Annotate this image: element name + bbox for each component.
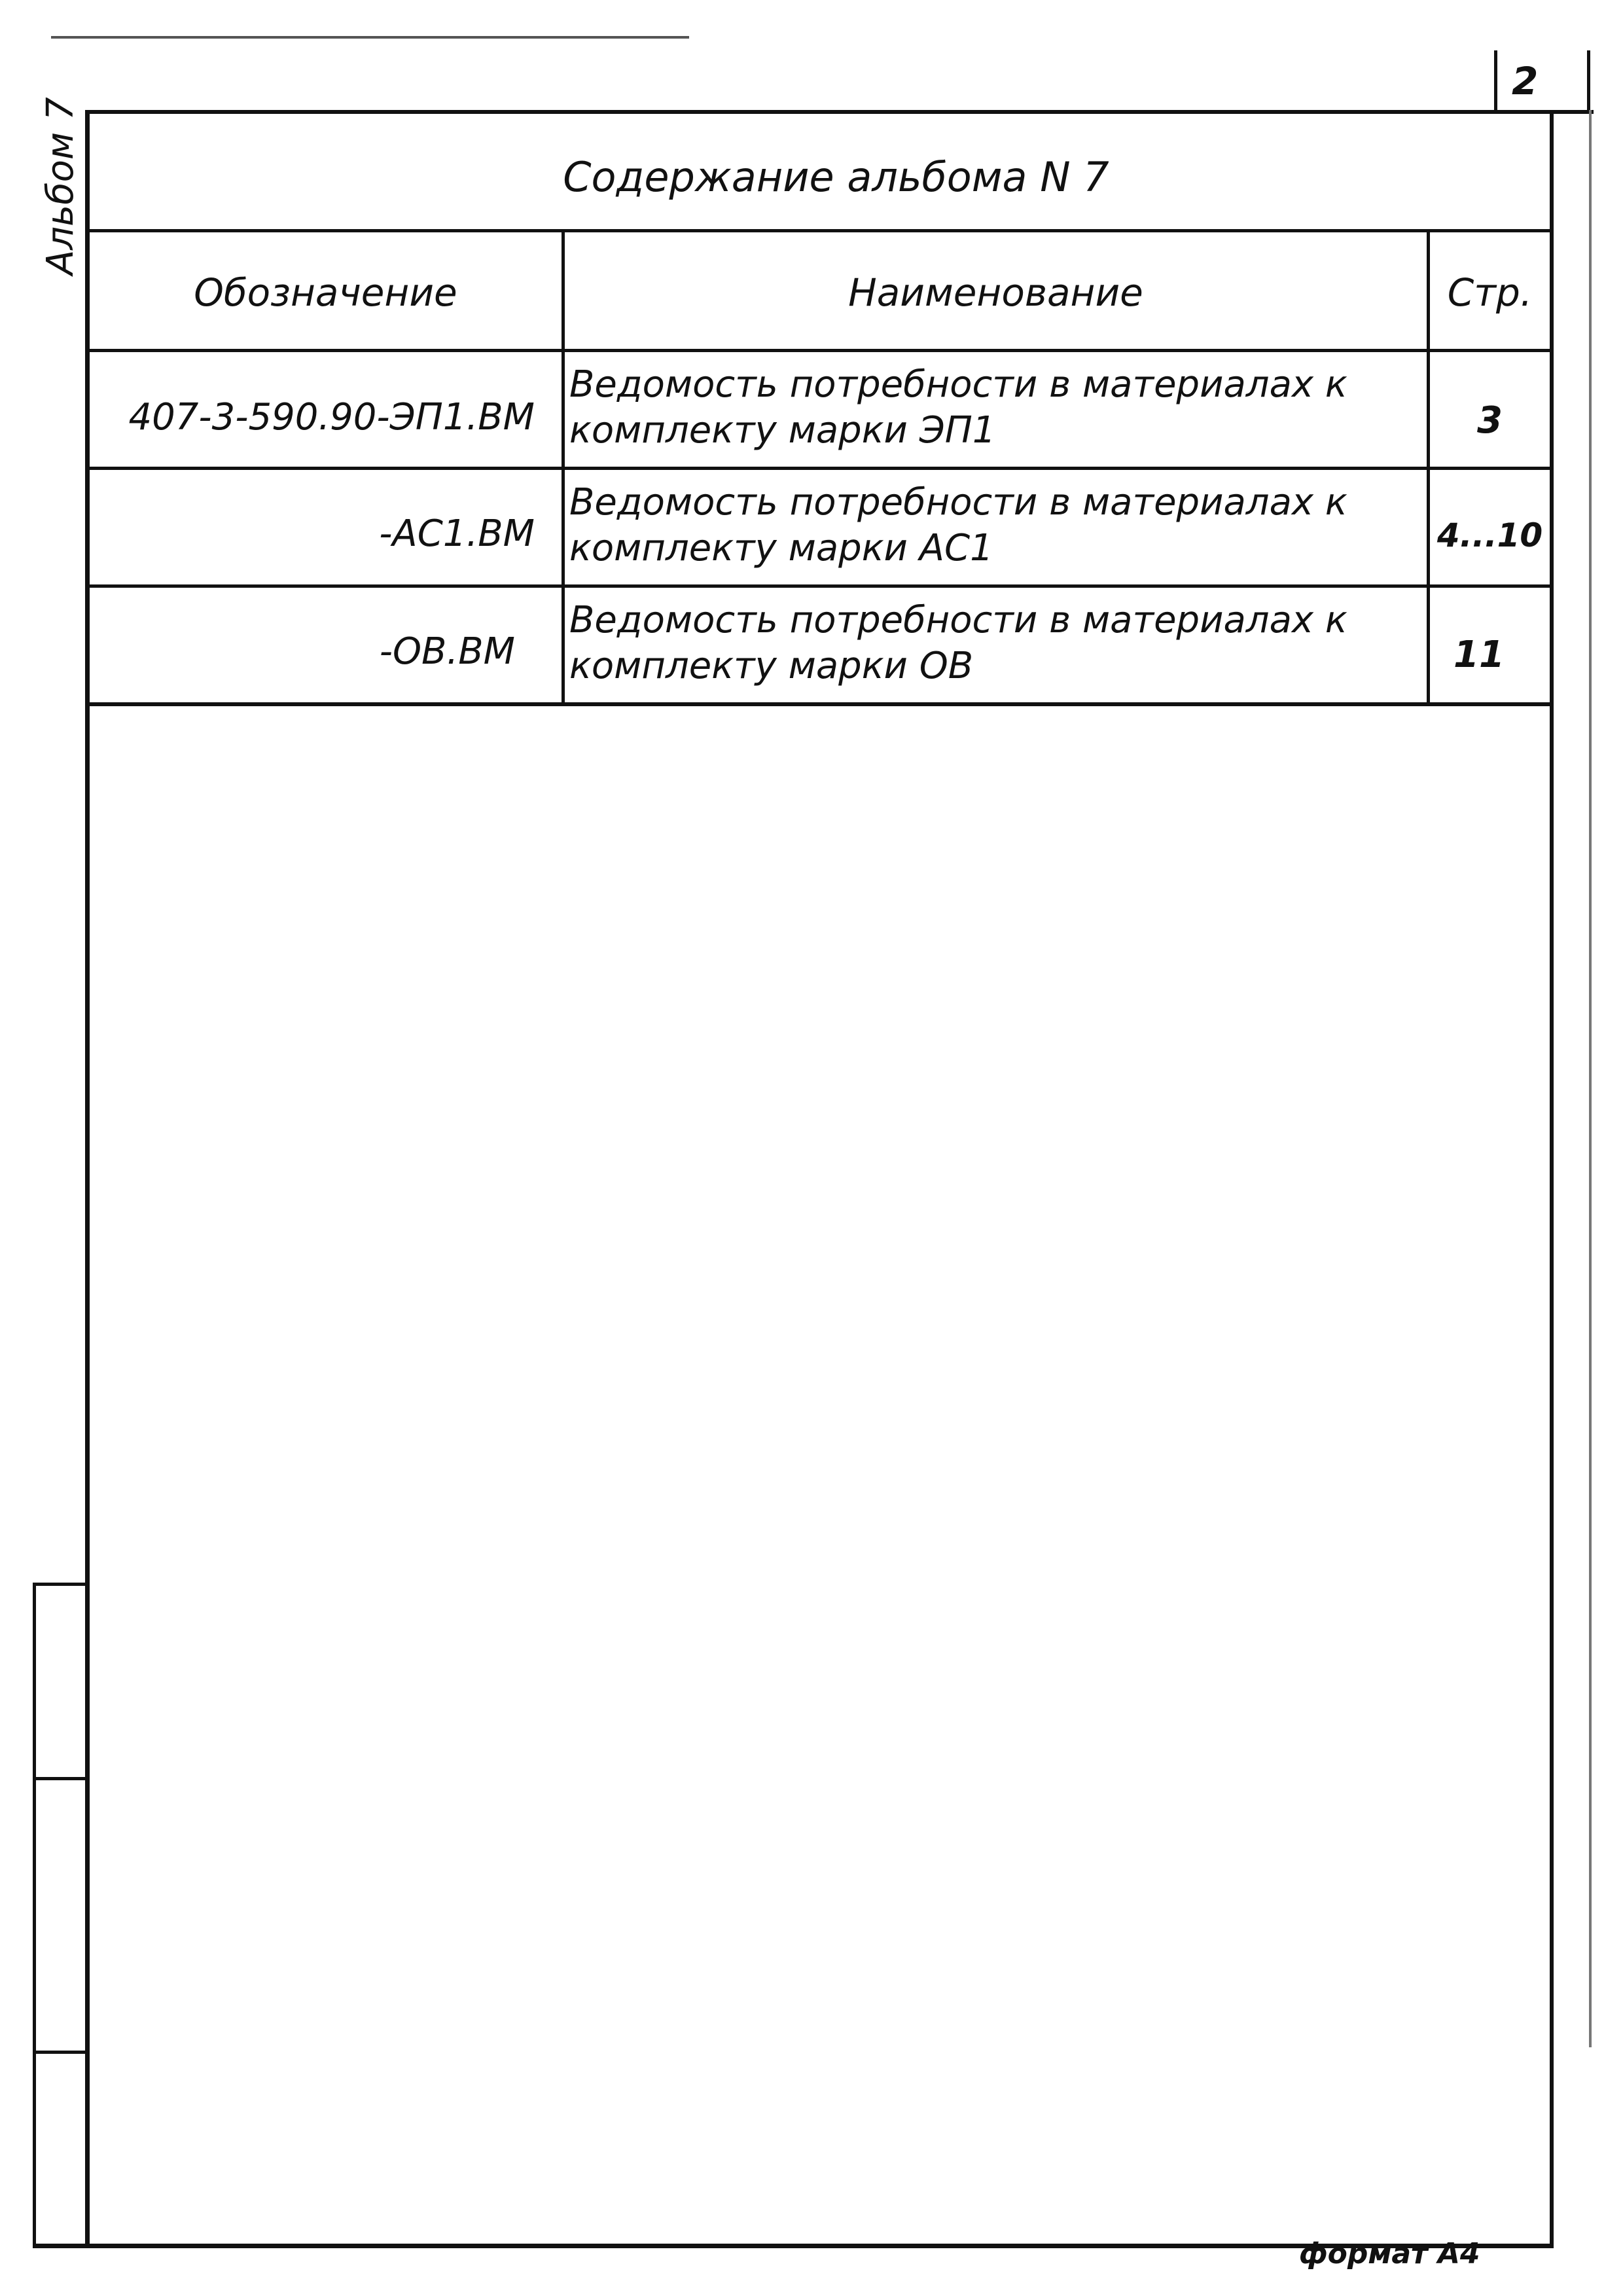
table-row-page: 4...10	[1436, 516, 1543, 554]
table-row-name-line2: комплекту марки АС1	[569, 527, 993, 569]
table-row-name-line2: комплекту марки ОВ	[569, 645, 974, 687]
frame-left	[85, 110, 90, 2247]
rule-row-3	[85, 702, 1554, 706]
table-row-designation: -АС1.ВМ	[379, 512, 535, 555]
table-row-name-line2: комплекту марки ЭП1	[569, 409, 996, 452]
frame-right	[1550, 110, 1554, 2247]
rule-row-2	[85, 584, 1554, 588]
table-row-designation: 407-3-590.90-ЭП1.ВМ	[128, 396, 535, 439]
album-label: Альбом 7	[39, 97, 82, 275]
rule-under-title	[85, 229, 1554, 232]
page-number: 2	[1512, 59, 1539, 103]
scan-top-line	[51, 36, 689, 39]
rule-row-1	[85, 467, 1554, 470]
margin-box-line-2	[33, 1777, 88, 1780]
margin-box-line-1	[33, 1583, 88, 1586]
table-row-designation: -ОВ.ВМ	[379, 630, 515, 673]
outer-right-edge	[1589, 110, 1592, 2047]
contents-title: Содержание альбома N 7	[563, 153, 1109, 201]
header-page: Стр.	[1447, 270, 1533, 315]
table-row-name-line1: Ведомость потребности в материалах к	[569, 481, 1347, 524]
table-row-page: 3	[1477, 399, 1503, 442]
frame-top	[85, 110, 1594, 114]
table-row-page: 11	[1454, 634, 1505, 676]
table-row-name-line1: Ведомость потребности в материалах к	[569, 599, 1347, 641]
page-number-box-left	[1494, 50, 1497, 113]
header-name: Наименование	[848, 270, 1143, 315]
margin-box-left-edge	[33, 1583, 36, 2247]
page-number-box-right	[1587, 50, 1590, 113]
header-designation: Обозначение	[194, 270, 457, 315]
rule-under-header	[85, 349, 1554, 352]
margin-box-line-3	[33, 2051, 88, 2054]
format-label: формат А4	[1299, 2237, 1480, 2270]
table-row-name-line1: Ведомость потребности в материалах к	[569, 363, 1347, 406]
